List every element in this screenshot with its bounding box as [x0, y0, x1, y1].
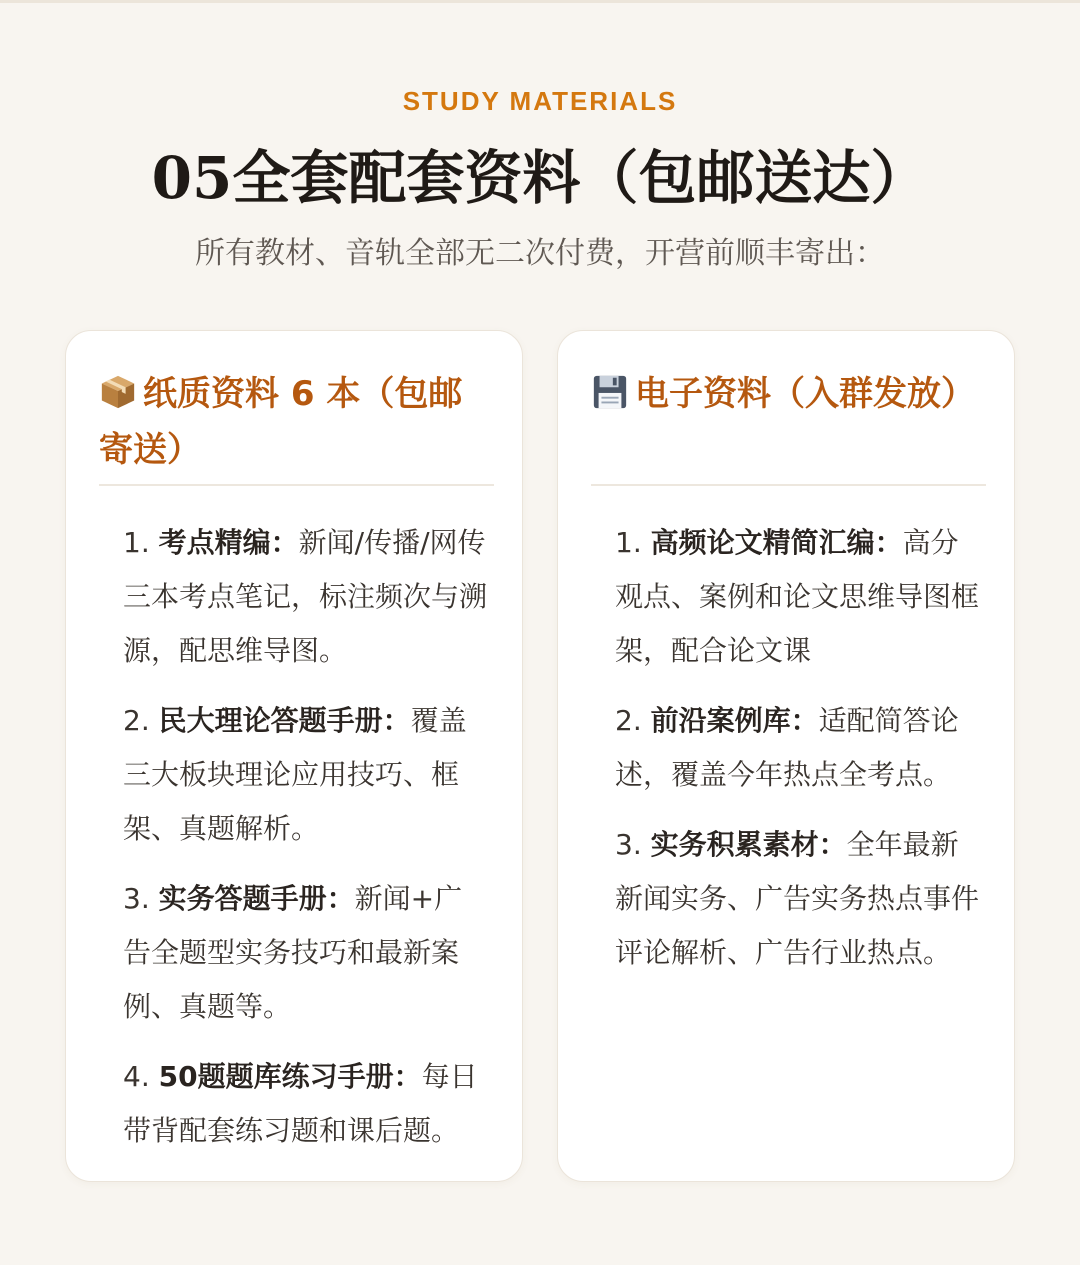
list-item	[615, 516, 980, 678]
item-text: 新闻/传播/网传三本考点笔记，标注频次与溯源，配思维导图。	[123, 526, 488, 667]
card-title	[99, 366, 494, 486]
item-text: 覆盖三大板块理论应用技巧、框架、真题解析。	[123, 704, 467, 845]
item-number: 3.	[123, 882, 150, 915]
material-list	[615, 516, 980, 996]
card-title-text: 电子资料（入群发放）	[635, 374, 975, 414]
list-item	[123, 1050, 488, 1158]
item-number: 3.	[615, 828, 642, 861]
divider	[99, 484, 494, 486]
list-item	[615, 694, 980, 802]
item-term: 考点精编：	[158, 526, 299, 559]
page-subtitle: 所有教材、音轨全部无二次付费，开营前顺丰寄出：	[195, 236, 885, 271]
item-term: 高频论文精简汇编：	[650, 526, 903, 559]
page-title: 05全套配套资料（包邮送达）	[151, 144, 929, 212]
item-text: 每日带背配套练习题和课后题。	[123, 1060, 478, 1147]
item-text: 适配简答论述，覆盖今年热点全考点。	[615, 704, 959, 791]
item-number: 2.	[615, 704, 642, 737]
item-term: 50题题库练习手册：	[158, 1060, 422, 1093]
item-number: 2.	[123, 704, 150, 737]
list-item	[123, 694, 488, 856]
floppy-disk-icon	[591, 373, 629, 411]
item-number: 4.	[123, 1060, 150, 1093]
list-item	[615, 818, 980, 980]
package-icon	[99, 373, 137, 411]
item-term: 民大理论答题手册：	[158, 704, 411, 737]
material-list	[123, 516, 488, 1174]
item-text: 全年最新新闻实务、广告实务热点事件评论解析、广告行业热点。	[615, 828, 980, 969]
item-text: 新闻+广告全题型实务技巧和最新案例、真题等。	[123, 882, 463, 1023]
item-number: 1.	[123, 526, 150, 559]
list-item	[123, 516, 488, 678]
divider	[591, 484, 986, 486]
item-term: 前沿案例库：	[650, 704, 819, 737]
item-term: 实务答题手册：	[158, 882, 355, 915]
digital-materials-card	[557, 330, 1015, 1182]
paper-materials-card	[65, 330, 523, 1182]
section-eyebrow: STUDY MATERIALS	[402, 86, 678, 116]
item-number: 1.	[615, 526, 642, 559]
item-text: 高分观点、案例和论文思维导图框架，配合论文课	[615, 526, 980, 667]
list-item	[123, 872, 488, 1034]
top-border	[0, 0, 1080, 3]
card-title-text: 纸质资料 6 本（包邮寄送）	[99, 374, 463, 470]
item-term: 实务积累素材：	[650, 828, 847, 861]
card-title	[591, 366, 986, 486]
